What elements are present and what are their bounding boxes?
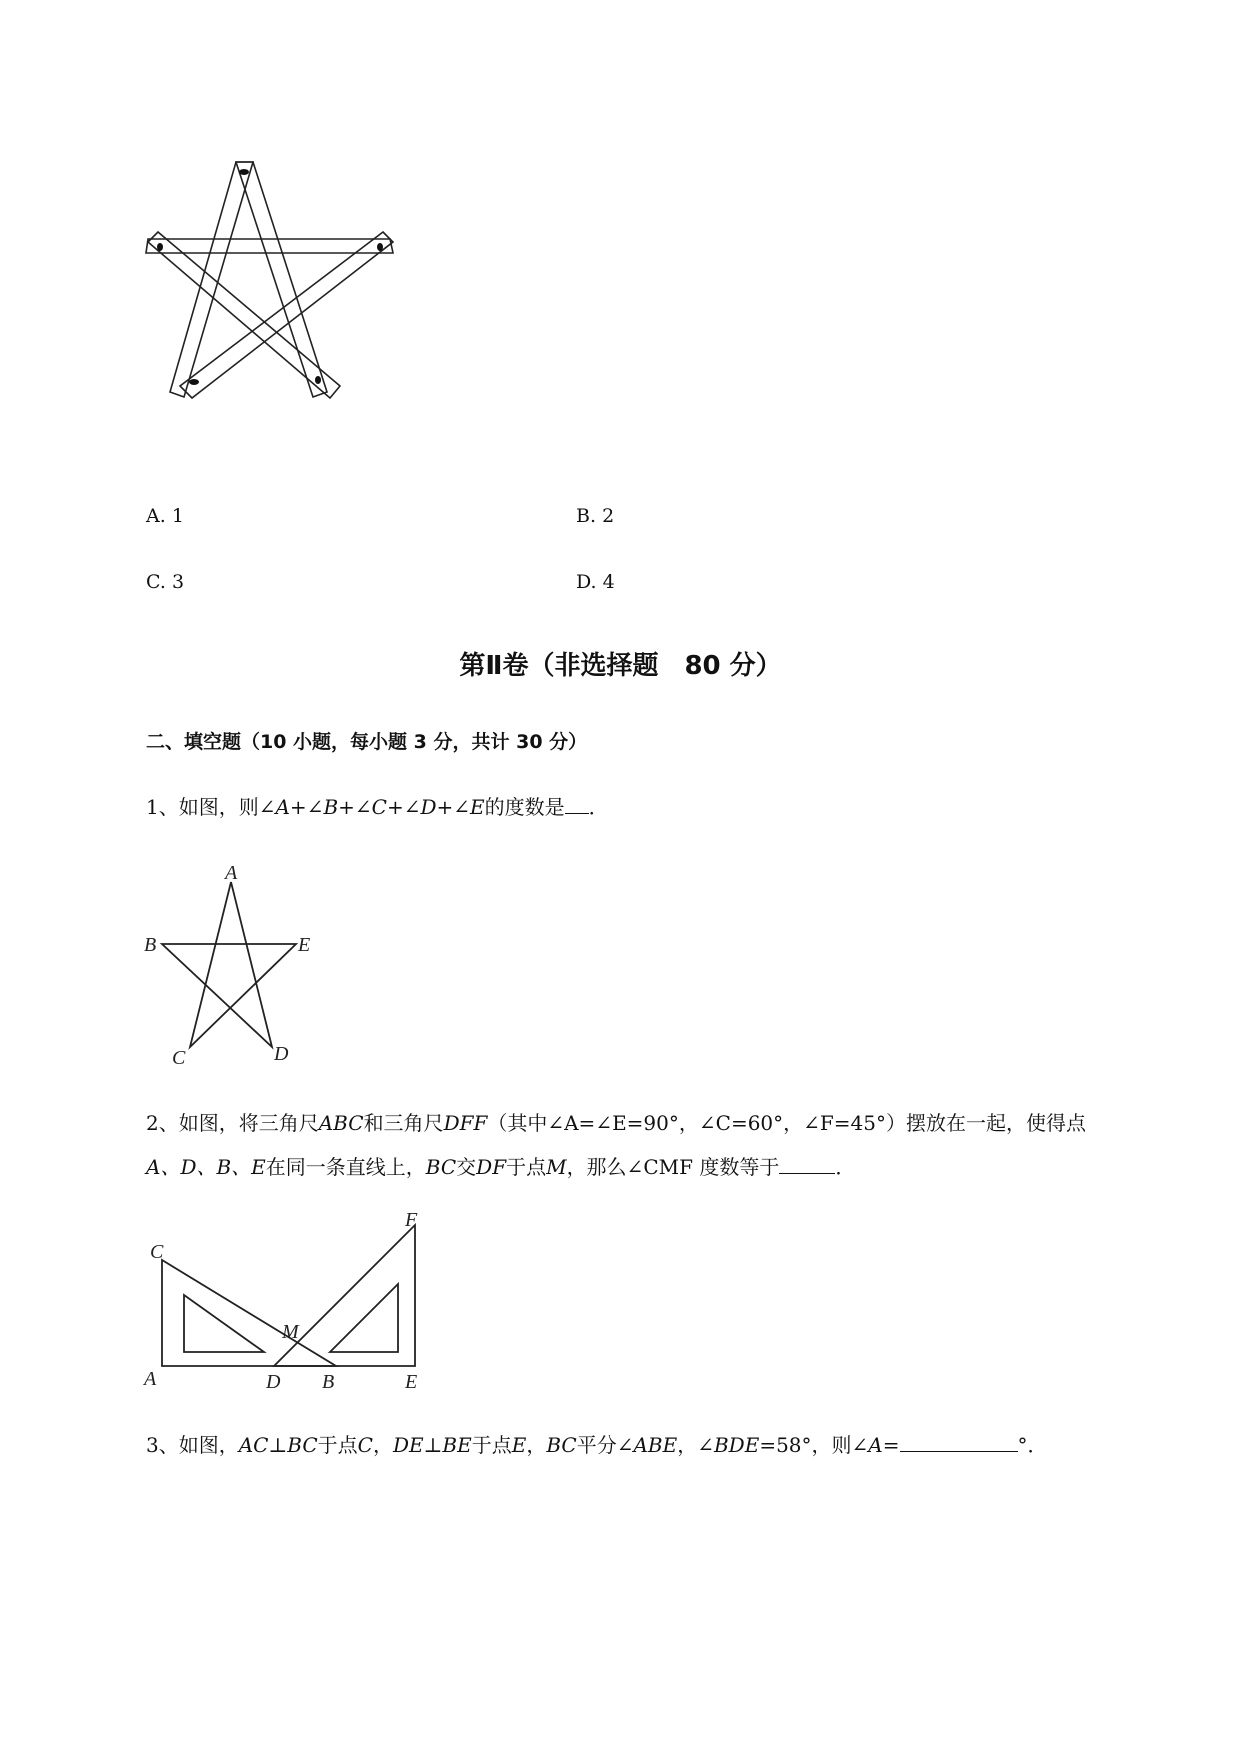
answer-blank[interactable]	[565, 795, 589, 814]
label-d: D	[266, 1371, 281, 1393]
section-title: 第Ⅱ卷（非选择题 80 分）	[459, 651, 782, 681]
answer-blank[interactable]	[779, 1155, 835, 1174]
label-d: D	[274, 1043, 289, 1065]
question-number: 2、	[146, 1111, 179, 1135]
answer-blank[interactable]	[900, 1433, 1018, 1452]
question-1: 1、如图，则∠A+∠B+∠C+∠D+∠E的度数是 ．	[146, 795, 609, 819]
star-bars-figure	[140, 150, 400, 410]
option-letter: D.	[576, 571, 597, 593]
label-m: M	[282, 1321, 299, 1343]
option-d[interactable]	[576, 571, 615, 593]
option-a[interactable]	[146, 505, 184, 527]
question-2: 2、如图，将三角尺ABC和三角尺DFF（其中∠A=∠E=90°，∠C=60°，∠F=45°）摆放在一起，使得点 A、D、B、E在同一条直线上，BC交DF于点M，那么∠CMF 度数等于 ．	[146, 1111, 1086, 1179]
question-number: 3、	[146, 1433, 179, 1457]
option-letter: A.	[146, 505, 166, 527]
question-number: 1、	[146, 795, 179, 819]
label-c: C	[172, 1047, 186, 1067]
option-c[interactable]	[146, 571, 184, 593]
label-f: F	[405, 1210, 418, 1231]
option-value: 4	[602, 571, 615, 593]
option-b[interactable]	[576, 505, 614, 527]
label-b: B	[322, 1371, 335, 1393]
option-value: 3	[171, 571, 185, 593]
option-value: 1	[171, 505, 184, 527]
part-heading: 二、填空题（10 小题，每小题 3 分，共计 30 分）	[146, 731, 588, 753]
option-letter: B.	[576, 505, 597, 527]
label-c: C	[150, 1241, 164, 1263]
label-e: E	[298, 934, 311, 956]
pentagram-figure	[140, 862, 320, 1067]
label-a: A	[225, 862, 238, 884]
angle-expression: ∠A+∠B+∠C+∠D+∠E	[258, 795, 485, 819]
set-squares-figure	[140, 1210, 440, 1395]
question-3: 3、如图，AC⊥BC于点C，DE⊥BE于点E，BC平分∠ABE，∠BDE=58°，则∠A= °．	[146, 1433, 1048, 1457]
label-e: E	[405, 1371, 418, 1393]
option-letter: C.	[146, 571, 166, 593]
label-a: A	[144, 1368, 157, 1390]
label-b: B	[144, 934, 157, 956]
option-value: 2	[602, 505, 615, 527]
